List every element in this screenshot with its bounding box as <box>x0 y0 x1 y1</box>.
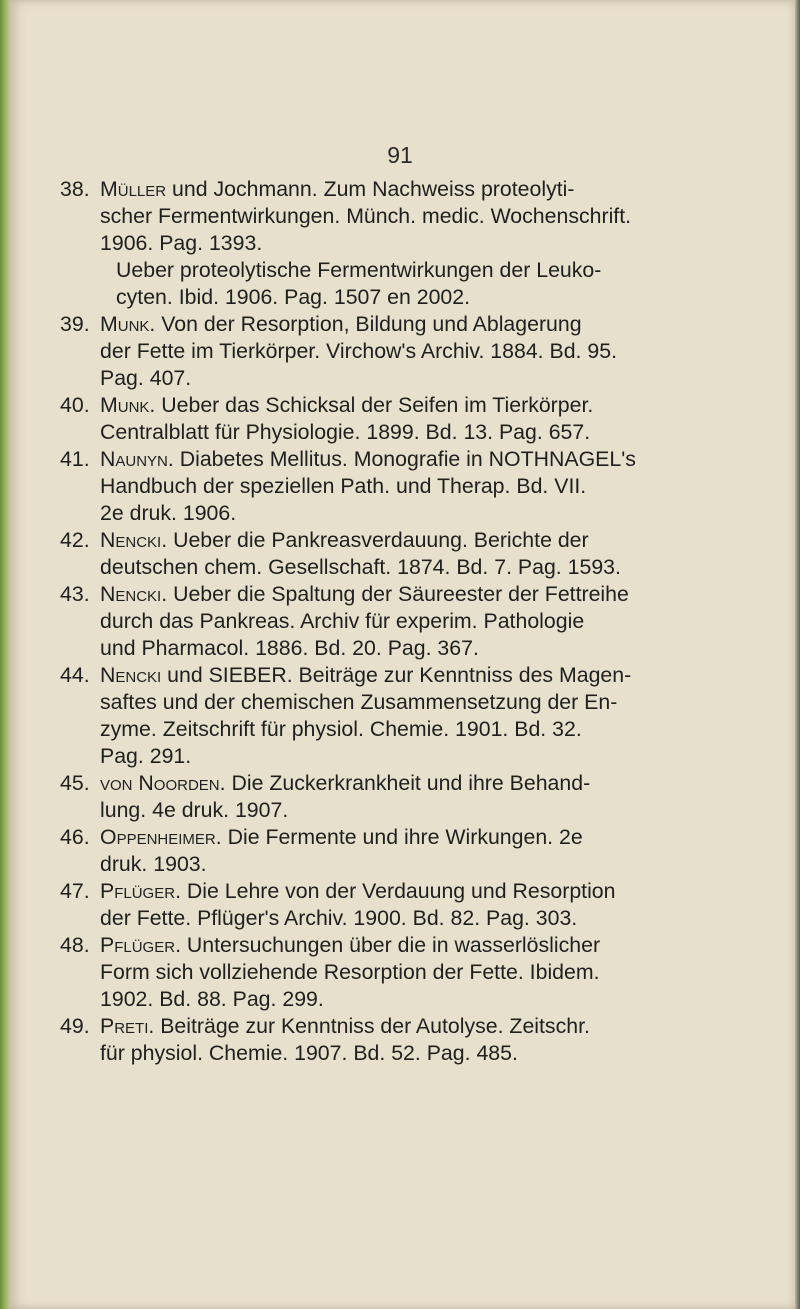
reference-body: . Ueber die Pankreasverdauung. Berichte der deutschen chem. Gesellschaft. 1874. Bd. 7. Pag. 1593. <box>100 528 621 579</box>
reference-item <box>60 581 640 662</box>
reference-item <box>60 1013 640 1067</box>
reference-author: Preti <box>100 1014 149 1038</box>
reference-body: . Ueber das Schicksal der Seifen im Tierkörper. Centralblatt für Physiologie. 1899. Bd. 13. Pag. 657. <box>100 393 594 444</box>
reference-text <box>100 311 640 392</box>
reference-number: 45. <box>60 771 90 795</box>
reference-item <box>60 770 640 824</box>
reference-author: Munk <box>100 393 150 417</box>
reference-text <box>100 878 640 932</box>
reference-item <box>60 392 640 446</box>
reference-body: . Untersuchungen über die in wasserlöslicher Form sich vollziehende Resorption der Fette. Ibidem. 1902. Bd. 88. Pag. 299. <box>100 933 601 1011</box>
reference-author: Pflüger <box>100 933 176 957</box>
reference-body: . Von der Resorption, Bildung und Ablagerung der Fette im Tierkörper. Virchow's Archiv. 1884. Bd. 95. Pag. 407. <box>100 312 617 390</box>
reference-item <box>60 311 640 392</box>
reference-text <box>100 581 640 662</box>
reference-author: Nencki <box>100 663 162 687</box>
reference-body: . Diabetes Mellitus. Monografie in NOTHNAGEL's Handbuch der speziellen Path. und Therap. Bd. VII. 2e druk. 1906. <box>100 447 636 525</box>
reference-body: . Ueber die Spaltung der Säureester der Fettreihe durch das Pankreas. Archiv für experim. Pathologie und Pharmacol. 1886. Bd. 20. Pag. 367. <box>100 582 629 660</box>
reference-list <box>60 176 640 1067</box>
reference-item <box>60 932 640 1013</box>
reference-item <box>60 824 640 878</box>
reference-text <box>100 1013 640 1067</box>
reference-continuation: Ueber proteolytische Fermentwirkungen der Leuko- cyten. Ibid. 1906. Pag. 1507 en 2002. <box>116 258 602 309</box>
reference-author: Nencki <box>100 528 162 552</box>
reference-item <box>60 446 640 527</box>
reference-number: 43. <box>60 582 90 606</box>
reference-item <box>60 527 640 581</box>
reference-author: Müller <box>100 177 167 201</box>
reference-number: 48. <box>60 933 90 957</box>
reference-author: Pflüger <box>100 879 176 903</box>
reference-number: 49. <box>60 1014 90 1038</box>
reference-item <box>60 878 640 932</box>
reference-number: 42. <box>60 528 90 552</box>
reference-number: 47. <box>60 879 90 903</box>
reference-author: von Noorden <box>100 771 220 795</box>
reference-body: . Beiträge zur Kenntniss der Autolyse. Zeitschr. für physiol. Chemie. 1907. Bd. 52. Pag. 485. <box>100 1014 590 1065</box>
reference-item <box>60 662 640 770</box>
reference-number: 40. <box>60 393 90 417</box>
reference-author: Nencki <box>100 582 162 606</box>
reference-body: . Die Fermente und ihre Wirkungen. 2e druk. 1903. <box>100 825 583 876</box>
reference-text <box>100 662 640 770</box>
reference-number: 44. <box>60 663 90 687</box>
reference-text <box>100 824 640 878</box>
reference-text <box>100 932 640 1013</box>
book-binding-edge <box>0 0 10 1309</box>
reference-text <box>100 176 640 257</box>
reference-number: 41. <box>60 447 90 471</box>
reference-body: . Die Lehre von der Verdauung und Resorption der Fette. Pflüger's Archiv. 1900. Bd. 82. Pag. 303. <box>100 879 616 930</box>
reference-body: und Jochmann. Zum Nachweiss proteolyti- scher Fermentwirkungen. Münch. medic. Wochenschrift. 1906. Pag. 1393. <box>100 177 632 255</box>
reference-number: 39. <box>60 312 90 336</box>
page-number: 91 <box>387 142 413 168</box>
reference-item <box>60 176 640 311</box>
reference-text <box>100 446 640 527</box>
reference-body: . Die Zuckerkrankheit und ihre Behand- lung. 4e druk. 1907. <box>100 771 591 822</box>
reference-number: 38. <box>60 177 90 201</box>
reference-body: und SIEBER. Beiträge zur Kenntniss des Magen- saftes und der chemischen Zusammensetzung der En- zyme. Zeitschrift für physiol. Chemie. 1901. Bd. 32. Pag. 291. <box>100 663 632 768</box>
reference-text <box>100 527 640 581</box>
reference-text <box>100 770 640 824</box>
reference-number: 46. <box>60 825 90 849</box>
reference-author: Naunyn <box>100 447 168 471</box>
reference-author: Munk <box>100 312 150 336</box>
page-right-edge <box>795 0 800 1309</box>
reference-text <box>100 392 640 446</box>
reference-author: Oppenheimer <box>100 825 216 849</box>
